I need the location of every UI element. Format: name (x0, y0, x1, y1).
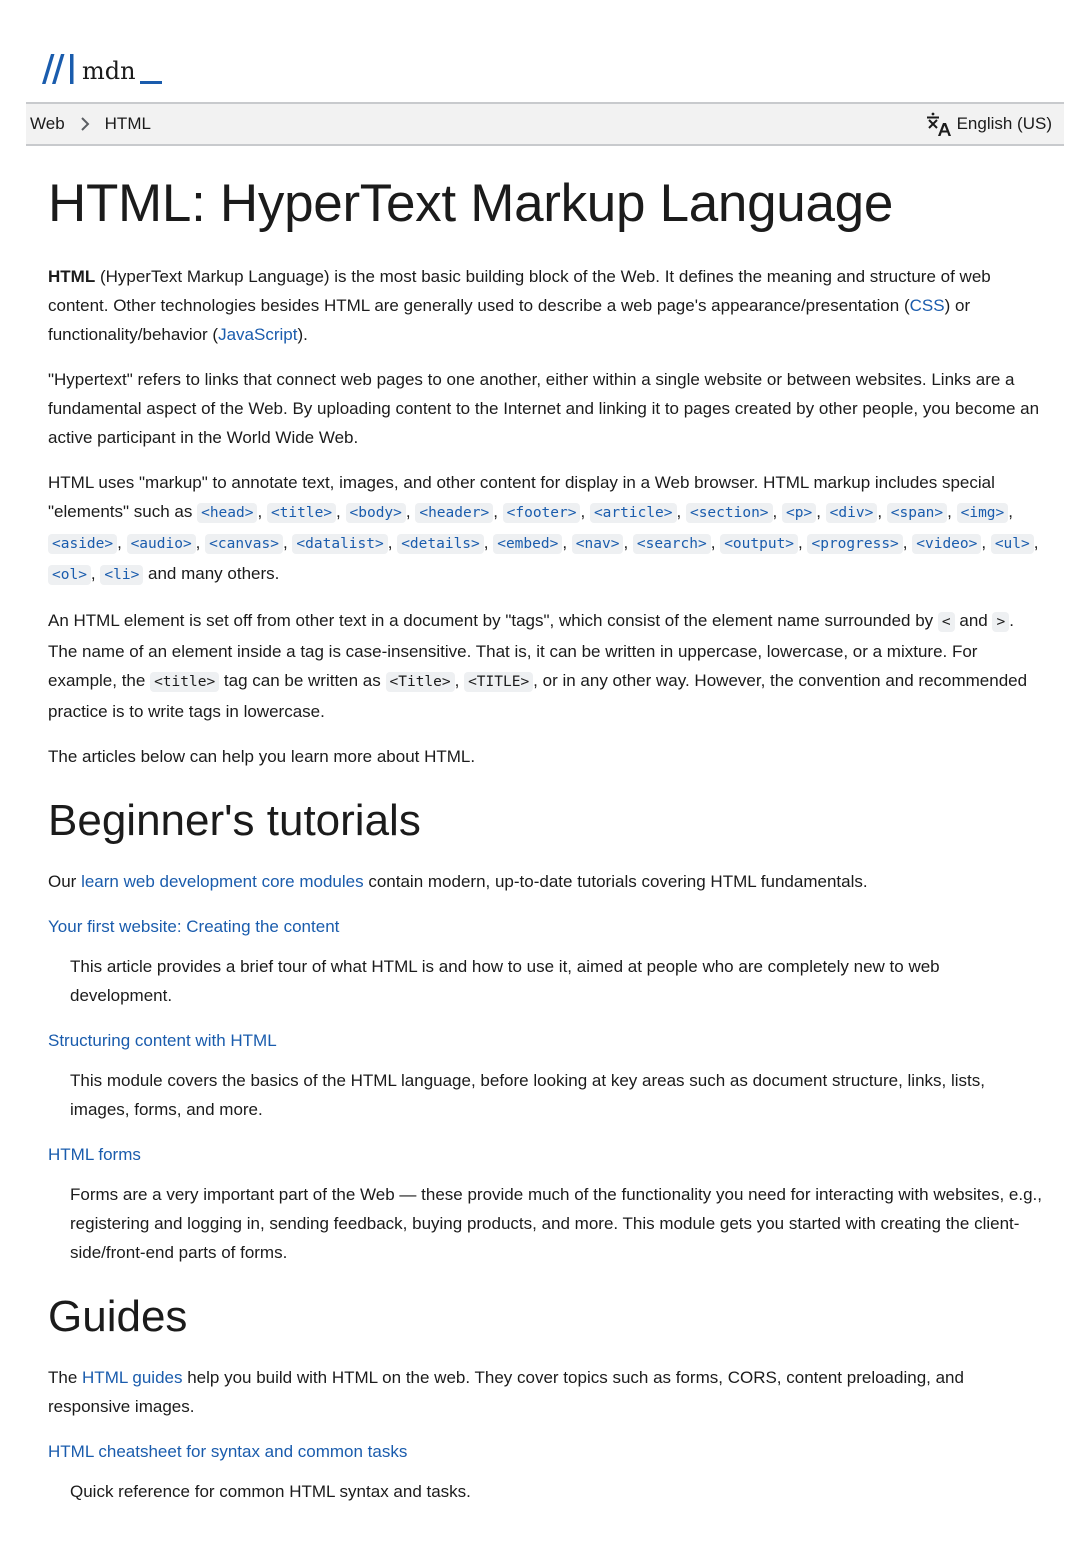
element-tag-code: <footer> (503, 503, 581, 523)
element-tag-code: <section> (686, 503, 773, 523)
element-tag-link[interactable] (782, 502, 816, 521)
element-tag-code: <embed> (493, 534, 562, 554)
element-tag-code: <head> (197, 503, 257, 523)
element-tag-link[interactable] (346, 502, 406, 521)
element-tag-code: <p> (782, 503, 816, 523)
element-tag-link[interactable] (686, 502, 773, 521)
text: and many others. (143, 564, 280, 583)
code-title-lower: <title> (150, 672, 219, 692)
element-tag-code: <span> (887, 503, 947, 523)
logo-underscore (140, 81, 162, 84)
element-tag-link[interactable] (493, 533, 562, 552)
element-tag-link[interactable] (48, 533, 117, 552)
link-css[interactable]: CSS (909, 296, 945, 315)
element-tag-link[interactable] (197, 502, 257, 521)
strong-html: HTML (48, 267, 96, 286)
text: , (454, 671, 465, 690)
text: An HTML element is set off from other text in a document by "tags", which consist of the element name surrounded by (48, 611, 938, 630)
element-tag-code: <details> (397, 534, 484, 554)
link-structuring-content[interactable]: Structuring content with HTML (48, 1031, 277, 1050)
element-tag-link[interactable] (991, 533, 1034, 552)
element-tag-link[interactable] (48, 564, 91, 583)
link-html-guides[interactable]: HTML guides (82, 1368, 183, 1387)
element-tag-link[interactable] (267, 502, 336, 521)
link-learn-core-modules[interactable]: learn web development core modules (81, 872, 364, 891)
element-tag-link[interactable] (415, 502, 493, 521)
element-tag-link[interactable] (720, 533, 798, 552)
text: and (954, 611, 993, 630)
code-gt: > (992, 612, 1009, 632)
element-tag-code: <audio> (127, 534, 196, 554)
element-tag-link[interactable] (807, 533, 902, 552)
element-tag-code: <title> (267, 503, 336, 523)
breadcrumb-bar (26, 102, 1064, 146)
element-tag-code: <ul> (991, 534, 1034, 554)
element-tag-link[interactable] (397, 533, 484, 552)
text: help you build with HTML on the web. They cover topics such as forms, CORS, content preloading, and responsive images. (48, 1368, 964, 1416)
list-item-description: This module covers the basics of the HTML language, before looking at key areas such as document structure, links, lists, images, forms, and more. (70, 1071, 985, 1119)
list-item-description: Quick reference for common HTML syntax and tasks. (70, 1482, 471, 1501)
text: Our (48, 872, 82, 891)
element-tag-code: <nav> (572, 534, 624, 554)
beginners-list (48, 912, 1044, 1267)
translate-icon (925, 111, 951, 137)
text: . The name of an element inside a tag is case-insensitive. That is, it can be written in uppercase, lowercase, or a mixture. For example, the (48, 611, 1014, 690)
element-tag-code: <datalist> (292, 534, 387, 554)
page-title: HTML: HyperText Markup Language (48, 174, 893, 233)
element-tag-link[interactable] (205, 533, 283, 552)
element-tag-code: <video> (912, 534, 981, 554)
element-tag-code: <article> (590, 503, 677, 523)
element-tag-link[interactable] (503, 502, 581, 521)
element-tag-code: <header> (415, 503, 493, 523)
text: The (48, 1368, 83, 1387)
beginners-intro (48, 867, 1044, 896)
intro-paragraph-5: The articles below can help you learn more about HTML. (48, 747, 476, 766)
breadcrumb-item-web[interactable]: Web (30, 114, 65, 133)
element-tag-link[interactable] (912, 533, 981, 552)
mdn-logo[interactable] (42, 54, 162, 84)
link-html-forms[interactable]: HTML forms (48, 1145, 141, 1164)
element-tag-link[interactable] (127, 533, 196, 552)
code-title-upper: <TITLE> (464, 672, 533, 692)
heading-beginners-tutorials: Beginner's tutorials (48, 796, 421, 845)
breadcrumb-item-html[interactable]: HTML (104, 114, 151, 133)
text: ) or functionality/behavior ( (48, 296, 971, 344)
element-tag-list: <head> , <title> , <body> , <header> , <footer> , <article> , <section> , <p> , <div> , <span> , <img> , <aside> , <audio> , <canvas> , <datalist> , <details> , <embed> , <nav> , <search> , <output> , <progress> , <video> , <ul> , <ol> , <li> (48, 502, 1038, 583)
top-navigation (0, 0, 1092, 102)
list-item-description: This article provides a brief tour of what HTML is and how to use it, aimed at people who are completely new to web development. (70, 957, 940, 1005)
mdn-logo-icon (42, 54, 76, 84)
text: HTML uses "markup" to annotate text, images, and other content for display in a Web browser. HTML markup includes special "elements" such as (48, 473, 995, 521)
intro-paragraph-3 (48, 468, 1044, 590)
element-tag-link[interactable] (292, 533, 387, 552)
logo-text: mdn (82, 57, 136, 85)
list-item-title (48, 1437, 1044, 1466)
heading-guides: Guides (48, 1292, 188, 1341)
intro-paragraph-4 (48, 606, 1044, 726)
language-label: English (US) (956, 114, 1052, 133)
text: contain modern, up-to-date tutorials covering HTML fundamentals. (363, 872, 868, 891)
element-tag-code: <canvas> (205, 534, 283, 554)
link-first-website[interactable]: Your first website: Creating the content (48, 917, 340, 936)
intro-paragraph-2: "Hypertext" refers to links that connect web pages to one another, either within a single website or between websites. Links are a fundamental aspect of the Web. By uploading content to the Internet and linking it to pages created by other people, you become an active participant in the World Wide Web. (48, 370, 1040, 447)
list-item-title (48, 1026, 1044, 1055)
element-tag-link[interactable] (887, 502, 947, 521)
element-tag-code: <progress> (807, 534, 902, 554)
breadcrumb (30, 114, 151, 134)
guides-intro (48, 1363, 1044, 1421)
element-tag-link[interactable] (100, 564, 143, 583)
text: tag can be written as (219, 671, 386, 690)
link-javascript[interactable]: JavaScript (218, 325, 298, 344)
element-tag-link[interactable] (957, 502, 1009, 521)
code-title-mixed: <Title> (386, 672, 455, 692)
list-item-title (48, 1140, 1044, 1169)
main-content (0, 172, 1092, 1506)
text: , or in any other way. However, the convention and recommended practice is to write tags in lowercase. (48, 671, 1028, 721)
element-tag-code: <output> (720, 534, 798, 554)
list-item-description: Forms are a very important part of the Web — these provide much of the functionality you need for interacting with websites, e.g., registering and logging in, sending feedback, buying products, and more. This module gets you started with creating the client-side/front-end parts of forms. (70, 1185, 1042, 1262)
text: ). (297, 325, 308, 344)
intro-paragraph-1 (48, 262, 1044, 349)
element-tag-code: <aside> (48, 534, 117, 554)
code-lt: < (938, 612, 955, 632)
element-tag-code: <div> (826, 503, 878, 523)
language-switcher[interactable] (925, 111, 1052, 137)
element-tag-code: <img> (957, 503, 1009, 523)
element-tag-code: <ol> (48, 565, 91, 585)
link-html-cheatsheet[interactable]: HTML cheatsheet for syntax and common tasks (48, 1442, 408, 1461)
text: (HyperText Markup Language) is the most basic building block of the Web. It defines the meaning and structure of web content. Other technologies besides HTML are generally used to describe a web page's appearance/presentation ( (48, 267, 991, 315)
element-tag-link[interactable] (826, 502, 878, 521)
element-tag-code: <search> (633, 534, 711, 554)
element-tag-link[interactable] (633, 533, 711, 552)
element-tag-link[interactable] (572, 533, 624, 552)
element-tag-link[interactable] (590, 502, 677, 521)
guides-list (48, 1437, 1044, 1506)
element-tag-code: <li> (100, 565, 143, 585)
list-item-title (48, 912, 1044, 941)
element-tag-code: <body> (346, 503, 406, 523)
chevron-right-icon (79, 116, 91, 132)
